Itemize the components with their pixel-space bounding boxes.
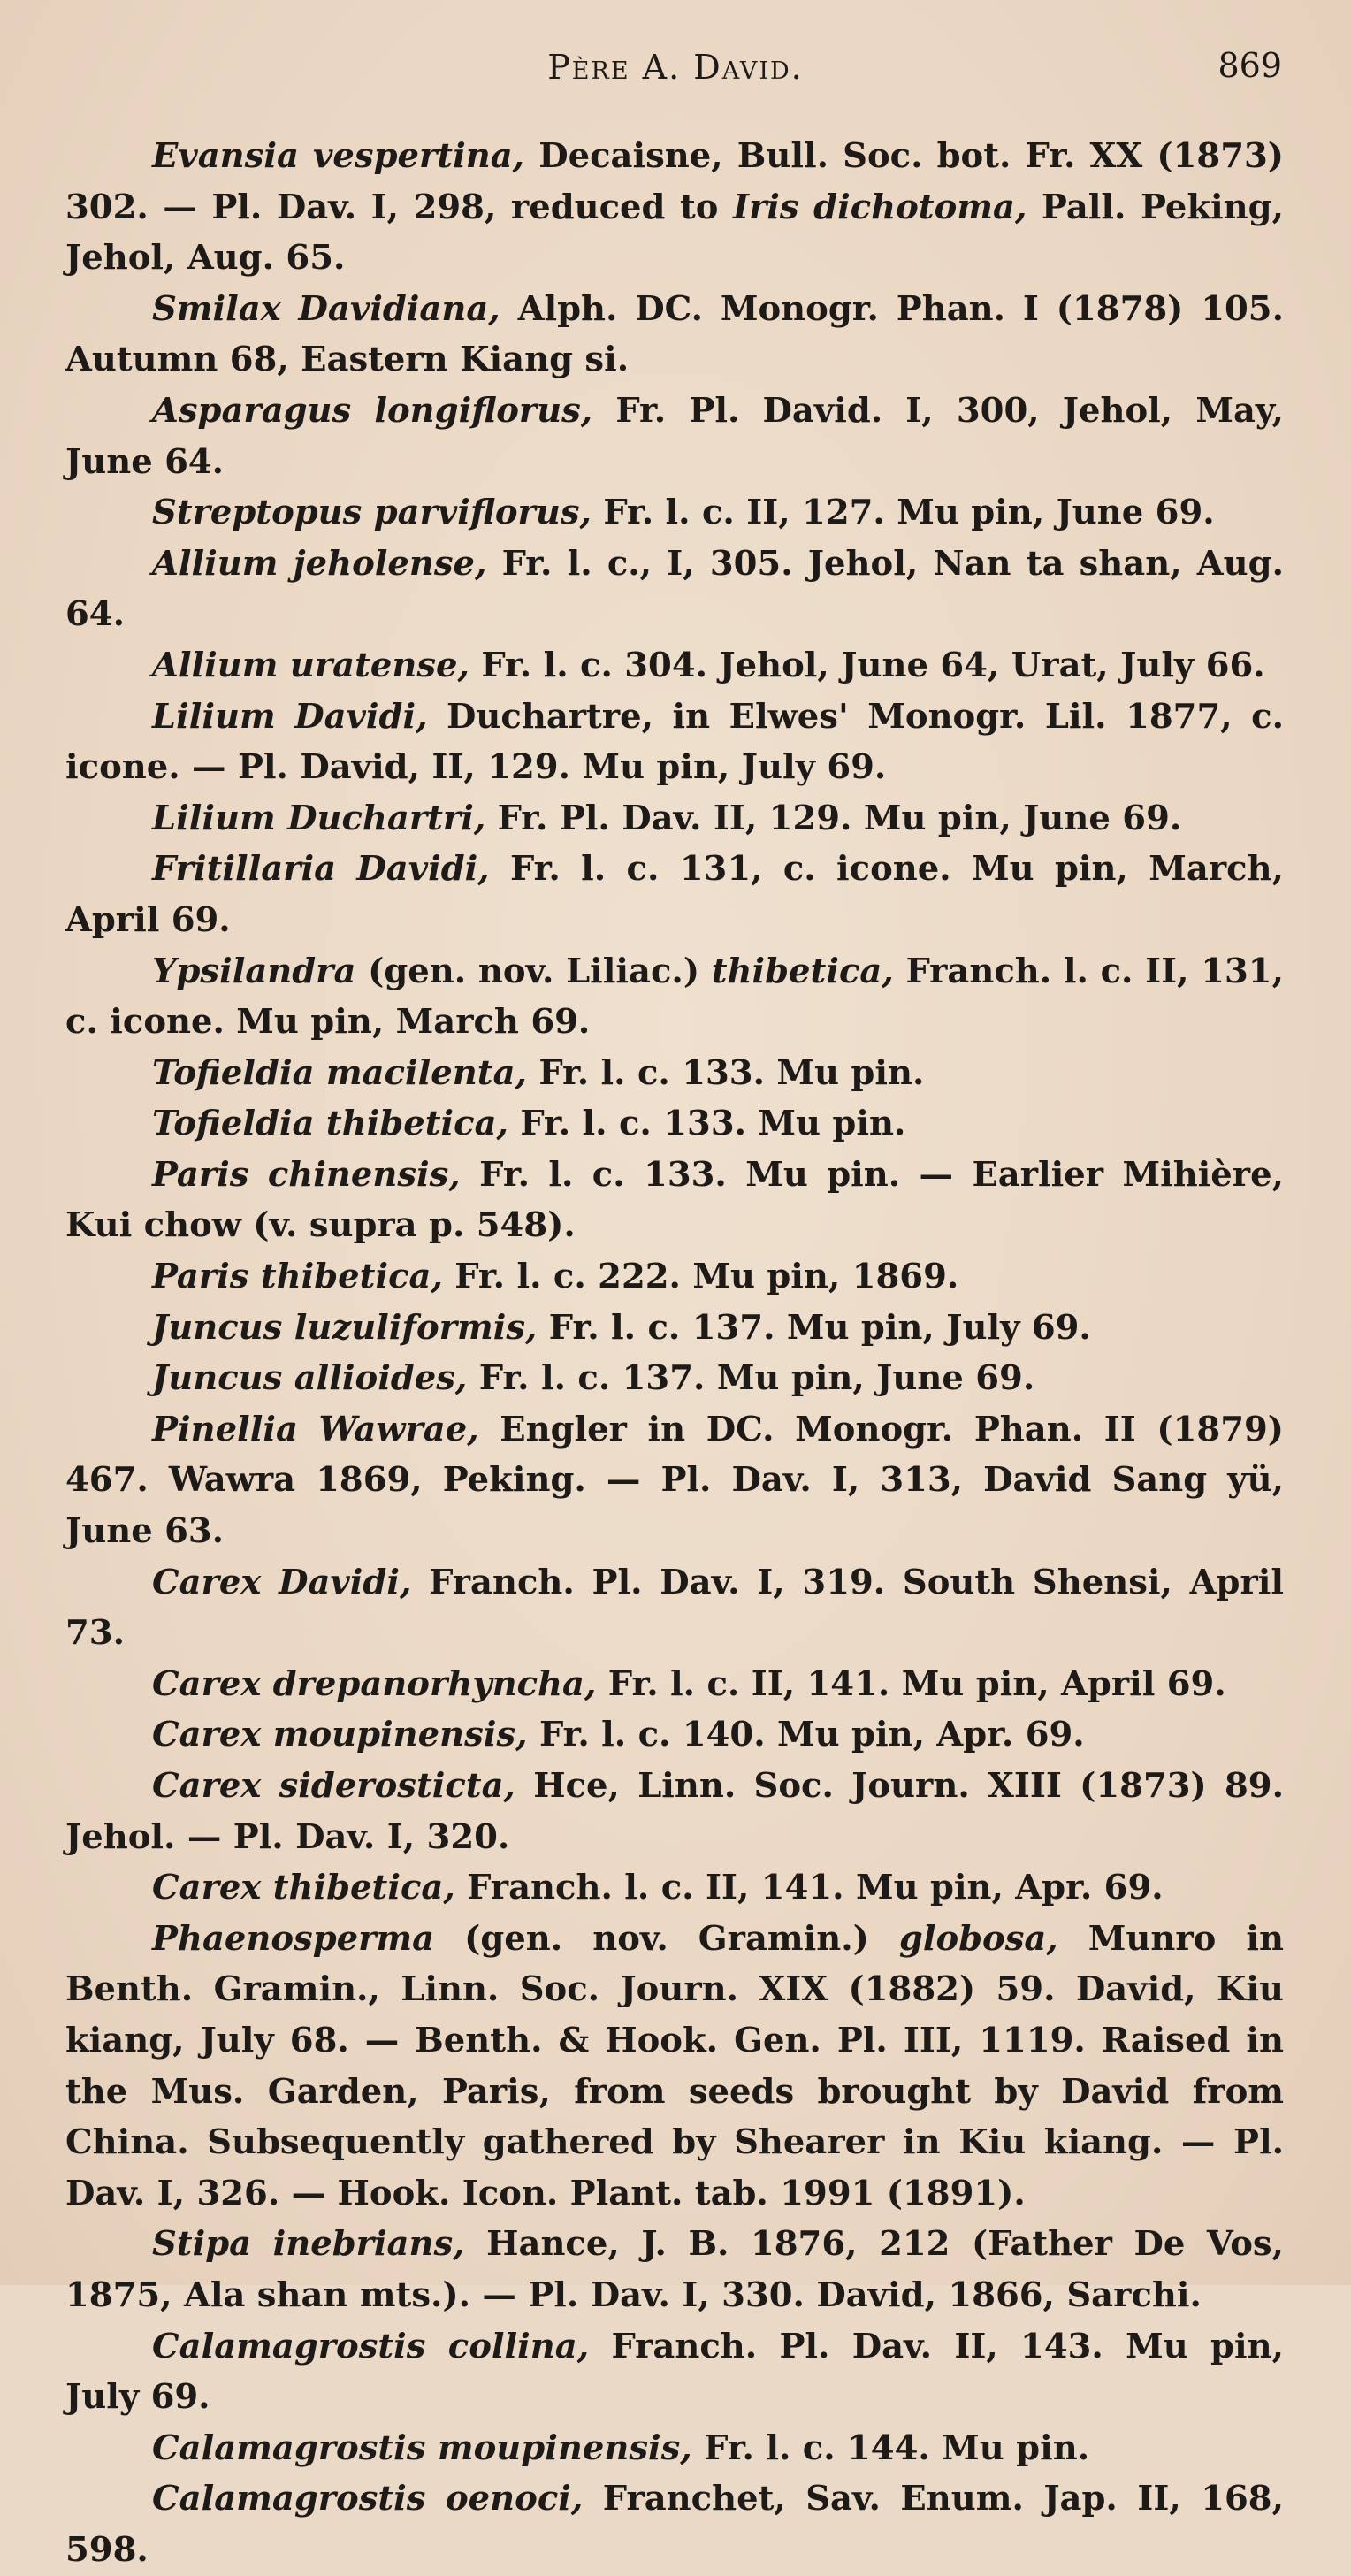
species-entry [65, 1761, 1284, 1862]
species-name: Allium uratense, [152, 645, 469, 685]
citation-text: Pall. Peking, Jehol, Aug. 65. [65, 187, 1284, 279]
species-name: Pinellia Wawrae, [152, 1409, 479, 1449]
species-entry [65, 1914, 1284, 2220]
species-name: Carex siderosticta, [152, 1766, 515, 1806]
page-number: 869 [1217, 46, 1282, 85]
citation-text: Fr. l. c. 304. Jehol, June 64, Urat, July 66. [469, 645, 1265, 685]
citation-text: (gen. nov. Gramin.) [434, 1918, 899, 1959]
citation-text: Fr. l. c., I, 305. Jehol, Nan ta shan, Aug. 64. [65, 543, 1284, 635]
citation-text: Franch. Pl. Dav. II, 143. Mu pin, July 69. [65, 2326, 1284, 2418]
citation-text: Fr. Pl. David. I, 300, Jehol, May, June 64. [65, 390, 1284, 482]
species-entry [65, 1404, 1284, 1557]
species-entry [65, 1251, 1284, 1303]
citation-text: Fr. l. c. 137. Mu pin, June 69. [467, 1358, 1035, 1399]
citation-text: Fr. l. c. 131, c. icone. Mu pin, March, April 69. [65, 849, 1284, 940]
species-name: Carex Davidi, [152, 1562, 412, 1602]
species-name: Fritillaria Davidi, [152, 849, 490, 890]
species-name: Paris thibetica, [152, 1257, 443, 1297]
citation-text: Duchartre, in Elwes' Monogr. Lil. 1877, c. icone. — Pl. David, II, 129. Mu pin, July 69. [65, 696, 1285, 788]
species-name: Calamagrostis oenoci, [152, 2479, 584, 2519]
citation-text: Engler in DC. Monogr. Phan. II (1879) 467. Wawra 1869, Peking. — Pl. Dav. I, 313, David Sang yü, June 63. [65, 1409, 1284, 1552]
species-name: Carex moupinensis, [152, 1715, 528, 1755]
species-name: globosa, [898, 1918, 1058, 1959]
species-entry [65, 1150, 1284, 1251]
running-header: Père A. David. [547, 48, 804, 87]
species-name: Phaenosperma [152, 1918, 435, 1959]
citation-text: Fr. l. c. 144. Mu pin. [691, 2427, 1090, 2468]
species-entry [65, 2423, 1284, 2474]
citation-text: Hce, Linn. Soc. Journ. XIII (1873) 89. Jehol. — Pl. Dav. I, 320. [65, 1766, 1285, 1857]
species-entry [65, 1303, 1284, 1354]
species-name: Tofieldia macilenta, [152, 1052, 527, 1093]
species-entry [65, 386, 1284, 487]
citation-text: Franchet, Sav. Enum. Jap. II, 168, 598. [65, 2479, 1284, 2570]
species-name: Streptopus parviflorus, [152, 493, 592, 533]
species-entry [65, 1557, 1284, 1659]
species-entry [65, 2473, 1284, 2575]
species-entry [65, 1098, 1284, 1150]
body-text [65, 131, 1284, 2576]
species-name: Juncus allioides, [152, 1358, 468, 1399]
species-name: Allium jeholense, [152, 543, 487, 584]
species-name: Tofieldia thibetica, [152, 1104, 508, 1144]
species-name: Calamagrostis moupinensis, [152, 2427, 692, 2468]
species-entry [65, 131, 1284, 284]
species-name: Calamagrostis collina, [152, 2326, 590, 2366]
species-entry [65, 1048, 1284, 1099]
species-entry [65, 539, 1284, 640]
species-name: Ypsilandra [152, 951, 356, 991]
species-name: Lilium Davidi, [152, 696, 428, 737]
citation-text: Fr. l. c. 133. Mu pin. [508, 1104, 906, 1144]
species-entry [65, 2321, 1284, 2423]
species-name: Paris chinensis, [152, 1154, 461, 1195]
citation-text: Franch. l. c. II, 141. Mu pin, Apr. 69. [454, 1868, 1164, 1908]
citation-text: Decaisne, Bull. Soc. bot. Fr. XX (1873) 302. — Pl. Dav. I, 298, reduced to [65, 136, 1284, 227]
species-entry [65, 1709, 1284, 1761]
species-entry [65, 793, 1284, 845]
citation-text: Fr. l. c. 140. Mu pin, Apr. 69. [527, 1715, 1085, 1755]
species-name: Evansia vespertina, [152, 136, 525, 176]
species-name: Juncus luzuliformis, [152, 1307, 538, 1348]
citation-text: Fr. l. c. II, 127. Mu pin, June 69. [591, 493, 1215, 533]
citation-text: Franch. l. c. II, 131, c. icone. Mu pin, March 69. [65, 951, 1284, 1043]
species-entry [65, 640, 1284, 692]
species-name: Smilax Davidiana, [152, 288, 500, 329]
citation-text: Fr. Pl. Dav. II, 129. Mu pin, June 69. [485, 798, 1182, 838]
citation-text: Fr. l. c. II, 141. Mu pin, April 69. [596, 1663, 1226, 1704]
species-name: Carex thibetica, [152, 1868, 455, 1908]
citation-text: Fr. l. c. 133. Mu pin. [526, 1052, 925, 1093]
citation-text: Hance, J. B. 1876, 212 (Father De Vos, 1875, Ala shan mts.). — Pl. Dav. I, 330. David, 1866, Sarchi. [65, 2224, 1284, 2315]
citation-text: (gen. nov. Liliac.) [355, 951, 712, 991]
citation-text: Fr. l. c. 133. Mu pin. — Earlier Mihière, Kui chow (v. supra p. 548). [65, 1154, 1284, 1246]
citation-text: Franch. Pl. Dav. I, 319. South Shensi, April 73. [65, 1562, 1284, 1654]
species-name: Iris dichotoma, [733, 187, 1027, 227]
species-entry [65, 946, 1284, 1048]
citation-text: Alph. DC. Monogr. Phan. I (1878) 105. Autumn 68, Eastern Kiang si. [65, 288, 1284, 380]
citation-text: Fr. l. c. 137. Mu pin, July 69. [537, 1307, 1091, 1348]
species-name: Lilium Duchartri, [152, 798, 486, 838]
species-name: Stipa inebrians, [152, 2224, 465, 2265]
species-entry [65, 284, 1284, 386]
species-name: thibetica, [711, 951, 894, 991]
species-name: Carex drepanorhyncha, [152, 1663, 597, 1704]
citation-text: Fr. l. c. 222. Mu pin, 1869. [442, 1257, 959, 1297]
species-entry [65, 692, 1284, 793]
species-entry [65, 2219, 1284, 2320]
species-entry [65, 1862, 1284, 1914]
species-entry [65, 1659, 1284, 1710]
species-entry [65, 487, 1284, 539]
species-entry [65, 1353, 1284, 1404]
citation-text: Munro in Benth. Gramin., Linn. Soc. Journ. XIX (1882) 59. David, Kiu kiang, July 68. — Benth. & Hook. Gen. Pl. III, 1119. Raised in the Mus. Garden, Paris, from seeds brought by David from China. Subsequently gathered by Shearer in Kiu kiang. — Pl. Dav. I, 326. — Hook. Icon. Plant. tab. 1991 (1891). [65, 1918, 1284, 2213]
species-entry [65, 844, 1284, 945]
species-name: Asparagus longiflorus, [152, 390, 593, 431]
